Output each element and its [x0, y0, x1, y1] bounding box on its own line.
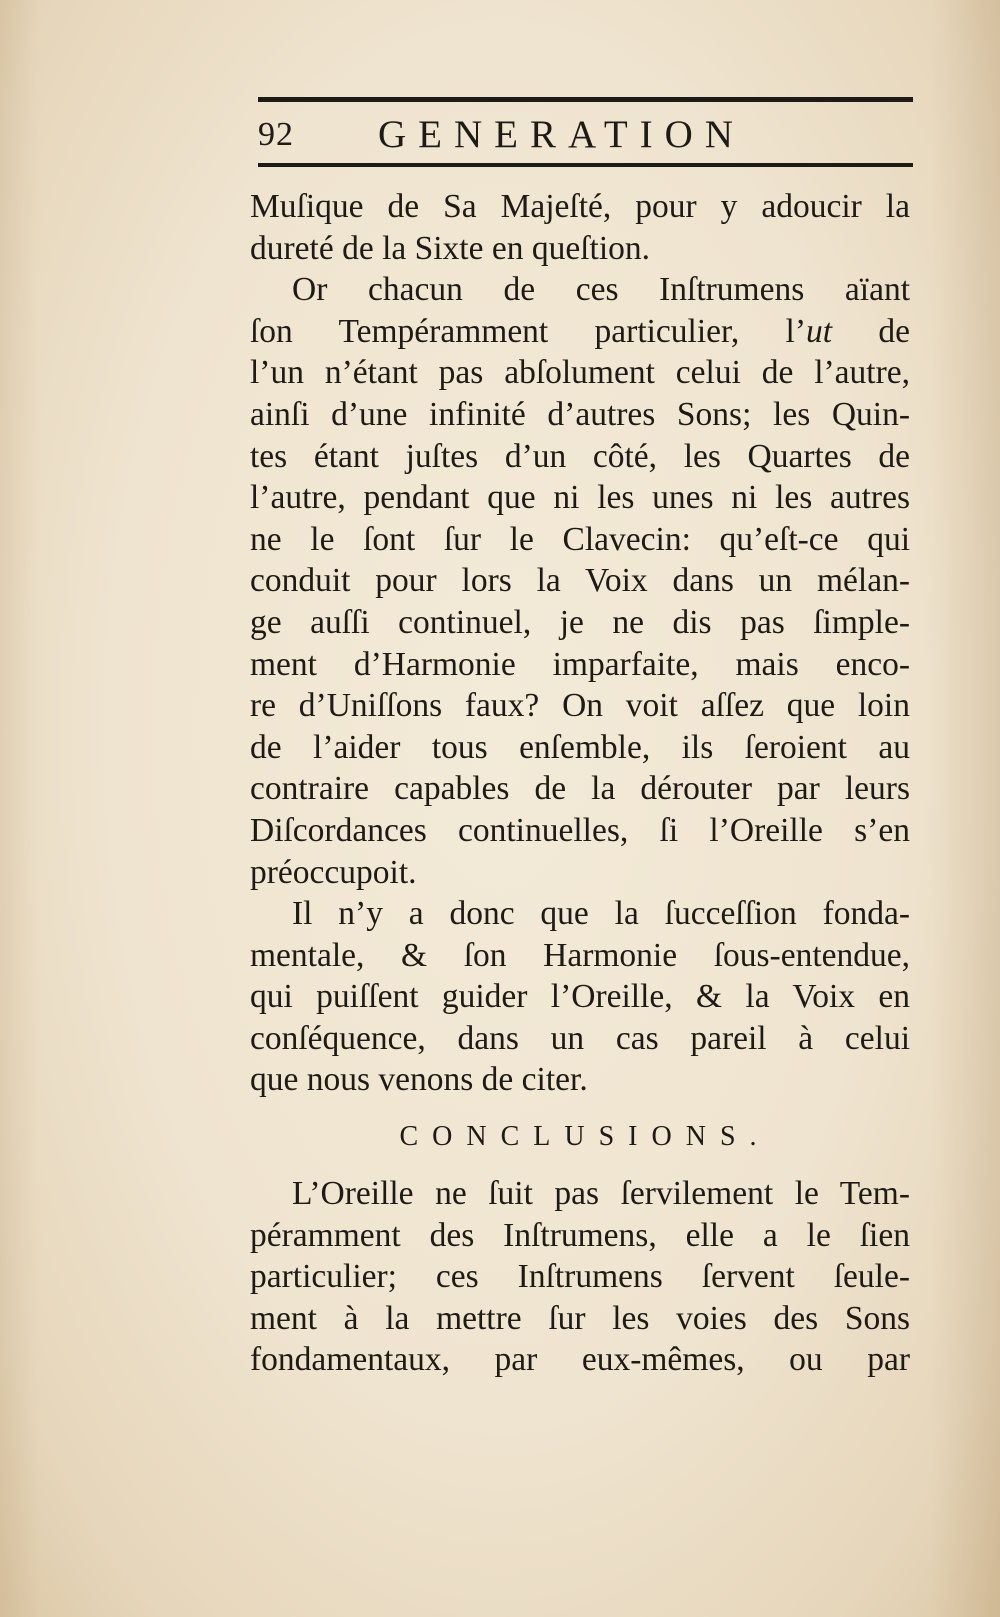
text-line: ment à la mettre ſur les voies des Sons: [250, 1299, 910, 1337]
text-line: ainſi d’une infinité d’autres Sons; les Quin-: [250, 395, 910, 433]
paragraph-start-line: L’Oreille ne ſuit pas ſervilement le Tem-: [292, 1175, 910, 1213]
text-line: conſéquence, dans un cas pareil à celui: [250, 1019, 910, 1057]
text-line: tes étant juſtes d’un côté, les Quartes de: [250, 437, 910, 475]
text-line: [250, 311, 910, 353]
running-title: GENERATION: [378, 113, 745, 156]
header-rule-bottom: [258, 163, 913, 167]
text-line: ne le ſont ſur le Clavecin: qu’eſt-ce qui: [250, 520, 910, 558]
running-header: [258, 108, 913, 160]
text-line: mentale, & ſon Harmonie ſous-entendue,: [250, 936, 910, 974]
page-edge-shading: [930, 0, 1000, 1617]
italic-ut: ut: [806, 312, 833, 350]
text-line: ment d’Harmonie imparfaite, mais enco-: [250, 645, 910, 683]
text-line: fondamentaux, par eux-mêmes, ou par: [250, 1341, 910, 1379]
text-line: Muſique de Sa Majeſté, pour y adoucir la: [250, 188, 910, 225]
text-line: préoccupoit.: [250, 853, 417, 891]
body-text: [250, 186, 910, 1381]
text-line: que nous venons de citer.: [250, 1061, 588, 1099]
page-number: 92: [258, 116, 294, 153]
text-line: l’un n’étant pas abſolument celui de l’autre,: [250, 354, 910, 392]
text-line: dureté de la Sixte en queſtion.: [250, 229, 651, 267]
text-line: re d’Uniſſons faux? On voit aſſez que loin: [250, 687, 910, 725]
text-line: de l’aider tous enſemble, ils ſeroient au: [250, 728, 910, 766]
text-line: Diſcordances continuelles, ſi l’Oreille s’en: [250, 811, 910, 849]
text-line: qui puiſſent guider l’Oreille, & la Voix en: [250, 978, 910, 1016]
paragraph-start-line: Il n’y a donc que la ſucceſſion fonda-: [292, 895, 910, 933]
text-fragment: ſon Tempéramment particulier, l’: [250, 312, 806, 350]
text-line: péramment des Inſtrumens, elle a le ſien: [250, 1216, 910, 1254]
header-rule-top: [258, 97, 913, 102]
text-line: conduit pour lors la Voix dans un mélan-: [250, 562, 910, 600]
text-line: l’autre, pendant que ni les unes ni les autres: [250, 479, 910, 517]
page-gutter-shading: [0, 0, 40, 1617]
section-heading: CONCLUSIONS.: [399, 1121, 771, 1153]
text-line: ge auſſi continuel, je ne dis pas ſimple-: [250, 603, 910, 641]
text-line: contraire capables de la dérouter par leurs: [250, 770, 910, 808]
text-fragment: de: [832, 312, 910, 350]
text-line: particulier; ces Inſtrumens ſervent ſeule-: [250, 1258, 910, 1296]
paragraph-start-line: Or chacun de ces Inſtrumens aïant: [292, 271, 910, 309]
